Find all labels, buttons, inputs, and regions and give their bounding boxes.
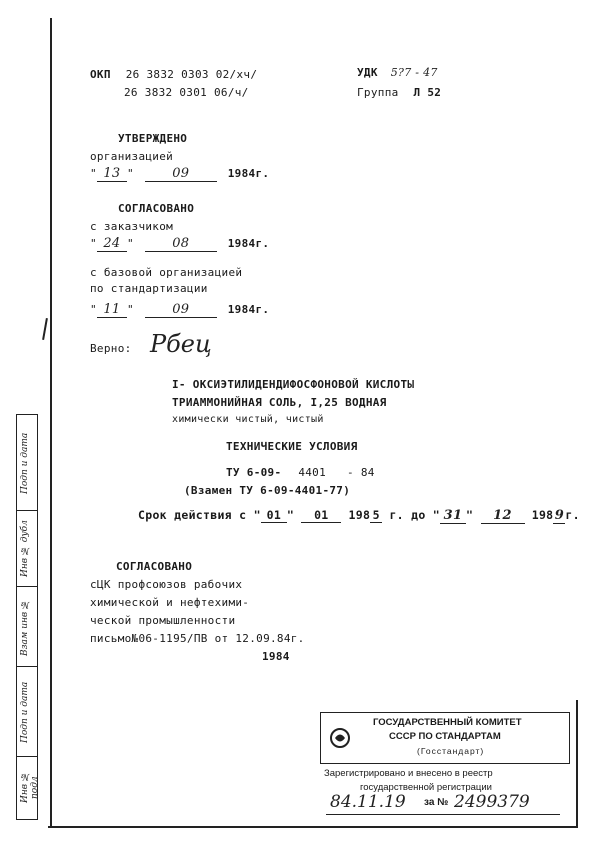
group-block (357, 86, 441, 99)
stamp-line3: (Госстандарт) (417, 746, 485, 756)
product-line2: ТРИАММОНИЙНАЯ СОЛЬ, I,25 ВОДНАЯ (172, 396, 387, 409)
stamp-header-box (320, 712, 570, 764)
strip-cell-repl-inv (17, 587, 37, 667)
approved-heading: УТВЕРЖДЕНО (118, 132, 188, 145)
validity-to-month: 12 (481, 508, 525, 524)
strip-cell-dup-inv (17, 511, 37, 587)
tu-prefix: ТУ 6-09- (226, 466, 282, 479)
archive-margin-strip (16, 414, 38, 820)
strip-cell-sign-date-1 (17, 415, 37, 511)
page-border-bottom (48, 826, 578, 828)
base-year: 1984г. (227, 303, 270, 316)
registration-stamp (320, 712, 570, 816)
approved-year: 1984г. (227, 167, 270, 180)
agreed-customer: с заказчиком (90, 220, 174, 233)
verified-label: Верно: (90, 342, 132, 355)
validity-to-day: 31 (440, 508, 466, 524)
strip-label-sign-date-1: Подп и дата (20, 432, 30, 494)
strip-label-sign-date-2: Подп и дата (20, 681, 30, 743)
union-line1: сЦК профсоюзов рабочих (90, 578, 243, 591)
base-org-date: " 11 " 09 1984г. (90, 302, 270, 317)
stamp-reg-line2: государственной регистрации (360, 782, 492, 793)
customer-month: 08 (145, 236, 217, 252)
page-border-left (50, 18, 52, 828)
page-border-right (576, 700, 578, 828)
stamp-line2: СССР ПО СТАНДАРТАМ (389, 731, 501, 742)
tu-number: 4401 (298, 466, 327, 479)
validity-from-month: 01 (301, 508, 341, 523)
udk-block (357, 66, 438, 79)
union-line4: письмо№06-1195/ПВ от 12.09.84г. (90, 632, 305, 645)
union-line2: химической и нефтехими- (90, 596, 250, 609)
base-org-line2: по стандартизации (90, 282, 208, 295)
stamp-reg-mid: за № (424, 797, 449, 808)
approved-day: 13 (97, 166, 127, 182)
validity-to-year-digit: 9 (554, 508, 565, 523)
strip-cell-orig-inv (17, 757, 40, 818)
spec-tu (226, 466, 375, 479)
stamp-reg-line1: Зарегистрировано и внесено в реестр (324, 768, 493, 779)
agreed-heading: СОГЛАСОВАНО (118, 202, 195, 215)
okp-label: ОКП (90, 68, 111, 81)
customer-day: 24 (97, 236, 127, 252)
validity-from-year-digit: 5 (370, 508, 382, 523)
validity-prefix: Срок действия с (138, 508, 247, 522)
gosstandart-emblem-icon (329, 727, 351, 749)
union-line3: ческой промышленности (90, 614, 236, 627)
verified-signature: Рбец (150, 330, 212, 358)
agreed-customer-date: " 24 " 08 1984г. (90, 236, 270, 251)
validity-from-year-prefix: 198 (348, 508, 371, 522)
validity-from-day: 01 (261, 508, 287, 523)
union-heading: СОГЛАСОВАНО (116, 560, 193, 573)
approved-org: организацией (90, 150, 174, 163)
approved-month: 09 (145, 166, 217, 182)
validity-to-year-prefix: 198 (531, 508, 554, 522)
validity-to-suffix: г. (565, 508, 580, 522)
strip-cell-sign-date-2 (17, 667, 37, 757)
stamp-line1: ГОСУДАРСТВЕННЫЙ КОМИТЕТ (373, 717, 522, 728)
strip-label-orig-inv: Инв № подл (20, 771, 40, 804)
strip-label-dup-inv: Инв № дубл (20, 520, 30, 578)
base-day: 11 (97, 302, 127, 318)
validity-line: Срок действия с " 01 " 01 198 5 г. до " 31 " 12 1989г. (138, 508, 580, 523)
approved-date: " 13 " 09 1984г. (90, 166, 270, 181)
base-month: 09 (145, 302, 217, 318)
margin-mark (42, 318, 48, 340)
group-label: Группа (357, 86, 399, 99)
stamp-reg-number-line (326, 794, 560, 815)
customer-year: 1984г. (227, 237, 270, 250)
product-line3: химически чистый, чистый (172, 414, 324, 425)
union-year: 1984 (262, 650, 290, 663)
okp-block (90, 68, 257, 81)
base-org-line1: с базовой организацией (90, 266, 243, 279)
product-line1: I- ОКСИЭТИЛИДЕНДИФОСФОНОВОЙ КИСЛОТЫ (172, 378, 415, 391)
validity-to-label: г. до (389, 508, 426, 522)
strip-label-repl-inv: Взам инв № (20, 598, 30, 656)
spec-replaces: (Взамен ТУ 6-09-4401-77) (184, 484, 351, 497)
spec-title: ТЕХНИЧЕСКИЕ УСЛОВИЯ (226, 440, 358, 453)
stamp-reg-number: 2499379 (454, 792, 530, 812)
okp-line1: 26 3832 0303 02/хч/ (125, 68, 258, 81)
okp-line2: 26 3832 0301 06/ч/ (124, 86, 249, 99)
udk-value: 5?7 - 47 (390, 66, 438, 79)
stamp-reg-date: 84.11.19 (330, 792, 406, 812)
tu-suffix: - 84 (346, 466, 375, 479)
group-value: Л 52 (413, 86, 442, 99)
udk-label: УДК (357, 66, 378, 79)
